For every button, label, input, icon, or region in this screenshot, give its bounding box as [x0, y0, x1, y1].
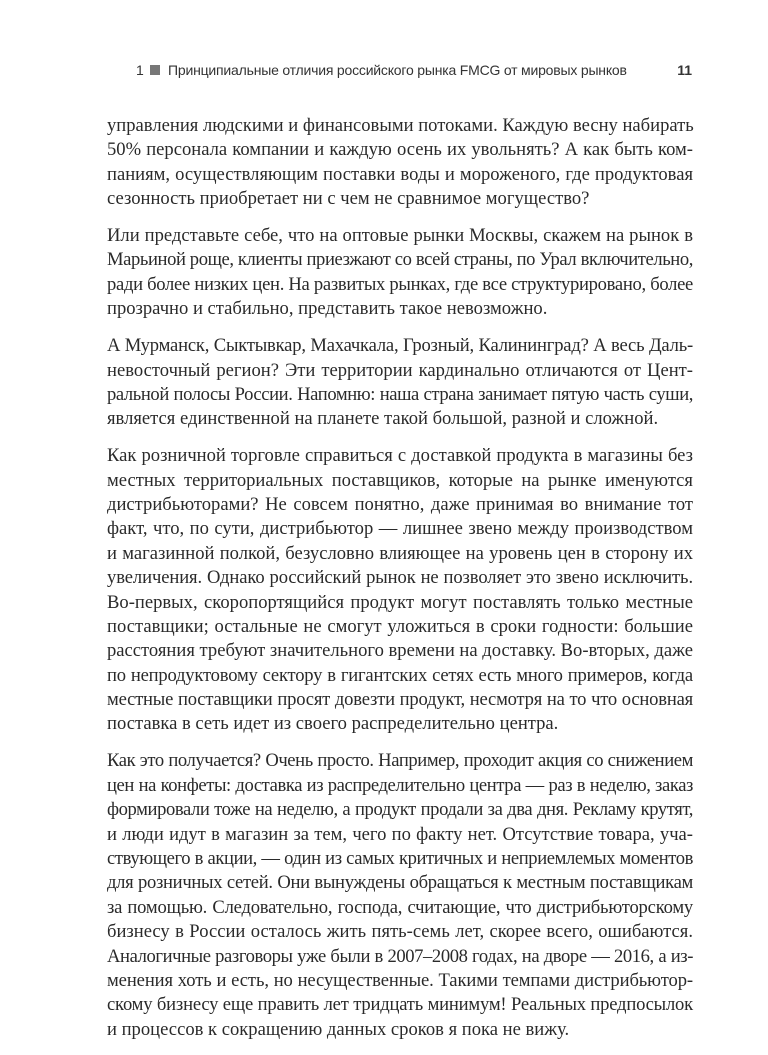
text-line: бизнесу в России осталось жить пять-семь лет, скорее всего, ошибаются.	[107, 921, 693, 943]
text-line: поставщики; остальные не смогут уложиться в сроки годности: большие	[107, 615, 693, 637]
text-line: дистрибьюторами? Не совсем понятно, даже принимая во внимание тот	[107, 493, 693, 515]
text-line: Аналогичные разговоры уже были в 2007–2008 годах, на дворе — 2016, а из-	[107, 945, 693, 967]
paragraph	[107, 334, 693, 432]
paragraph	[107, 749, 693, 1042]
paragraph	[107, 224, 693, 322]
text-line: управления людскими и финансовыми потоками. Каждую весну набирать	[107, 115, 694, 136]
square-bullet-icon	[150, 65, 160, 75]
body-text	[107, 114, 693, 1055]
page-number: 11	[677, 62, 692, 78]
text-line: ствующего в акции, — один из самых критичных и неприемлемых моментов	[107, 847, 693, 869]
text-line: менения хоть и есть, но несущественные. Такими темпами дистрибьютор-	[107, 969, 693, 991]
text-line: Как это получается? Очень просто. Например, проходит акция со снижением	[107, 750, 693, 772]
text-line: и магазинной полкой, безусловно влияющее на уровень цен в сторону их	[107, 542, 693, 564]
text-line: увеличения. Однако российский рынок не позволяет это звено исключить.	[107, 567, 693, 589]
text-line: и процессов к сокращению данных сроков я пока не вижу.	[107, 1018, 570, 1040]
text-line: Или представьте себе, что на оптовые рынки Москвы, скажем на рынок в	[107, 225, 693, 247]
text-line: ральной полосы России. Напомню: наша страна занимает пятую часть суши,	[107, 383, 693, 405]
text-line: цен на конфеты: доставка из распределительно центра — раз в неделю, заказ	[107, 774, 693, 796]
paragraph	[107, 444, 693, 737]
text-line: прозрачно и стабильно, представить такое невозможно.	[107, 298, 548, 320]
text-line: невосточный регион? Эти территории кардинально отличаются от Цент-	[107, 359, 693, 381]
text-line: и люди идут в магазин за тем, чего по факту нет. Отсутствие товара, уча-	[107, 823, 693, 845]
text-line: местных территориальных поставщиков, которые на рынке именуются	[107, 469, 693, 491]
text-line: по непродуктовому сектору в гигантских сетях есть много примеров, когда	[107, 664, 693, 686]
text-line: А Мурманск, Сыктывкар, Махачкала, Грозный, Калининград? А весь Даль-	[107, 335, 693, 357]
text-line: скому бизнесу еще править лет тридцать минимум! Реальных предпосылок	[107, 994, 693, 1016]
chapter-number: 1	[136, 62, 144, 78]
text-line: Во-первых, скоропортящийся продукт могут поставлять только местные	[107, 591, 693, 613]
text-line: местные поставщики просят довезти продукт, несмотря на то что основная	[107, 689, 693, 711]
chapter-title: Принципиальные отличия российского рынка FMCG от мировых рынков	[168, 62, 627, 78]
text-line: за помощью. Следовательно, господа, считающие, что дистрибьюторскому	[107, 896, 693, 918]
text-line: расстояния требуют значительного времени на доставку. Во-вторых, даже	[107, 640, 693, 662]
text-line: формировали тоже на неделю, а продукт продали за два дня. Рекламу крутят,	[107, 799, 693, 821]
running-header	[136, 62, 692, 82]
text-line: является единственной на планете такой большой, разной и сложной.	[107, 408, 659, 430]
text-line: для розничных сетей. Они вынуждены обращаться к местным поставщикам	[107, 872, 693, 894]
text-line: поставка в сеть идет из своего распределительно центра.	[107, 713, 559, 735]
text-line: сезонность приобретает ни с чем не сравнимое могущество?	[107, 188, 590, 210]
text-line: Марьиной роще, клиенты приезжают со всей страны, по Урал включительно,	[107, 249, 693, 271]
text-line: Как розничной торговле справиться с доставкой продукта в магазины без	[107, 445, 693, 467]
text-line: 50% персонала компании и каждую осень их увольнять? А как быть ком-	[107, 139, 693, 161]
text-line: ради более низких цен. На развитых рынках, где все структурировано, более	[107, 273, 693, 295]
text-line: паниям, осуществляющим поставки воды и мороженого, где продуктовая	[107, 163, 693, 185]
paragraph	[107, 114, 693, 212]
text-line: факт, что, по сути, дистрибьютор — лишнее звено между производством	[107, 518, 693, 540]
